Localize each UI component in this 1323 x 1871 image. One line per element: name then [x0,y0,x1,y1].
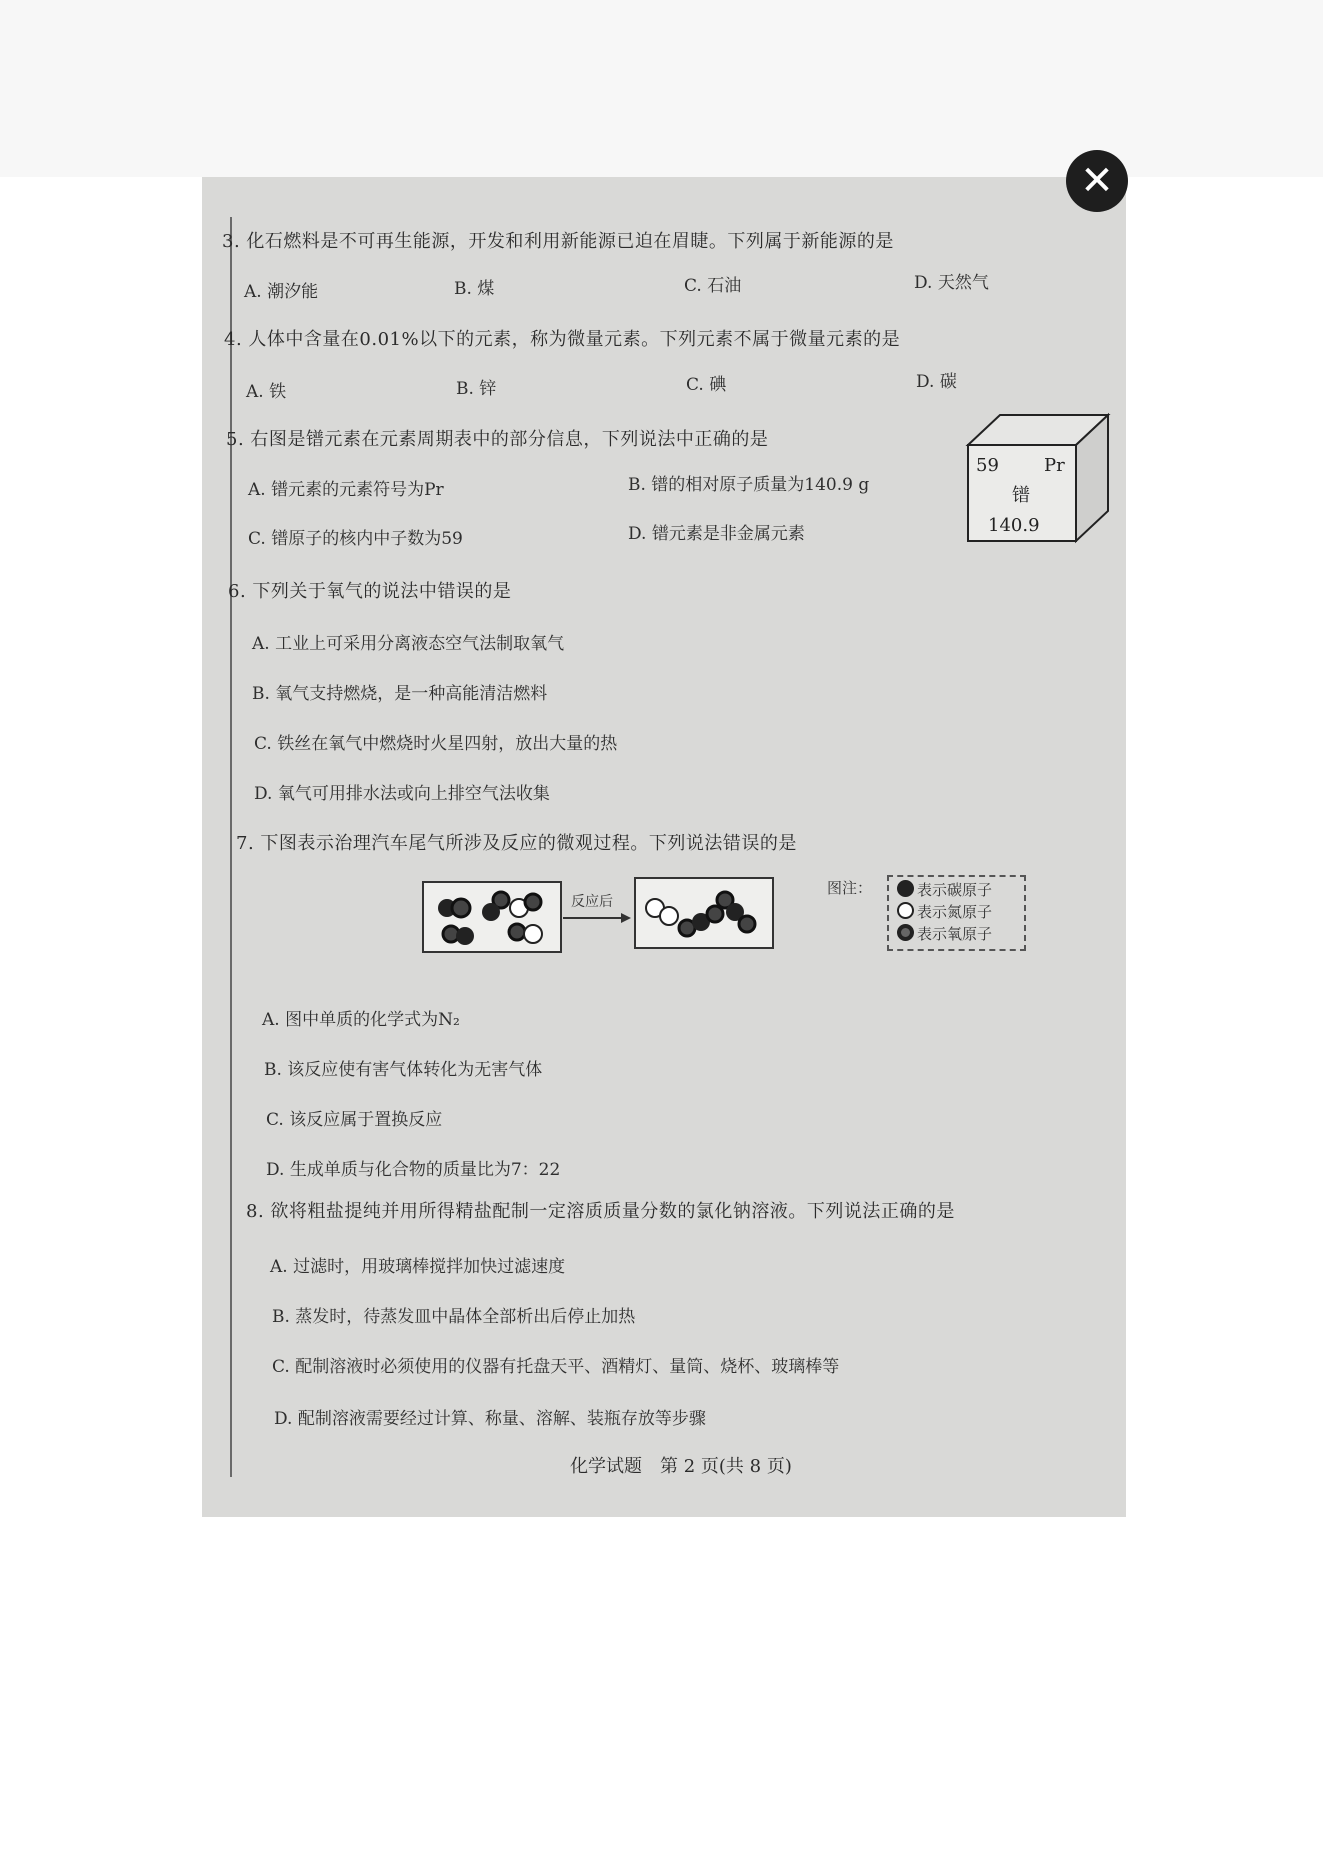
page-margin-line [230,217,232,1477]
viewer-top-bar [0,0,1323,177]
q5-option-b: B. 镨的相对原子质量为140.9 g [628,475,870,495]
q6-option-d: D. 氧气可用排水法或向上排空气法收集 [254,784,550,804]
q7-option-a: A. 图中单质的化学式为N₂ [262,1010,460,1030]
oxygen-atom-icon [897,924,914,941]
q4-option-d: D. 碳 [916,372,957,392]
q4-option-a: A. 铁 [246,382,287,402]
q3-option-d: D. 天然气 [914,273,989,293]
element-symbol: Pr [1044,455,1065,476]
reaction-scheme-diagram [417,872,817,962]
q8-option-d: D. 配制溶液需要经过计算、称量、溶解、装瓶存放等步骤 [274,1409,706,1429]
q6-option-c: C. 铁丝在氧气中燃烧时火星四射，放出大量的热 [254,734,618,754]
legend-row-oxygen: 表示氧原子 [897,923,992,944]
q8-option-c: C. 配制溶液时必须使用的仪器有托盘天平、酒精灯、量筒、烧杯、玻璃棒等 [272,1357,840,1377]
q8-option-b: B. 蒸发时，待蒸发皿中晶体全部析出后停止加热 [272,1307,636,1327]
legend-title: 图注： [827,879,873,897]
q6-option-b: B. 氧气支持燃烧，是一种高能清洁燃料 [252,684,548,704]
atomic-number: 59 [976,455,999,476]
q5-option-d: D. 镨元素是非金属元素 [628,524,805,544]
close-button[interactable] [1066,150,1128,212]
q7-option-b: B. 该反应使有害气体转化为无害气体 [264,1060,543,1080]
q5-option-a: A. 镨元素的元素符号为Pr [248,480,444,500]
q3-option-b: B. 煤 [454,279,495,299]
q8-option-a: A. 过滤时，用玻璃棒搅拌加快过滤速度 [270,1257,566,1277]
reaction-legend [827,877,993,943]
question-6-stem: 6. 下列关于氧气的说法中错误的是 [228,581,512,602]
q7-option-d: D. 生成单质与化合物的质量比为7：22 [266,1160,561,1180]
page-footer: 化学试题 第 2 页(共 8 页) [570,1456,792,1477]
atomic-mass: 140.9 [988,515,1040,536]
scheme-arrow-label: 反应后 [571,894,613,910]
q3-option-a: A. 潮汐能 [244,282,319,302]
q3-option-c: C. 石油 [684,276,742,296]
q7-option-c: C. 该反应属于置换反应 [266,1110,443,1130]
question-5-stem: 5. 右图是镨元素在元素周期表中的部分信息，下列说法中正确的是 [226,429,769,450]
question-4-stem: 4. 人体中含量在0.01%以下的元素，称为微量元素。下列元素不属于微量元素的是 [224,329,901,350]
nitrogen-atom-icon [897,902,914,919]
question-7-stem: 7. 下图表示治理汽车尾气所涉及反应的微观过程。下列说法错误的是 [236,833,797,854]
legend-row-carbon: 表示碳原子 [897,879,992,900]
exam-page-photo [202,177,1126,1517]
question-8-stem: 8. 欲将粗盐提纯并用所得精盐配制一定溶质质量分数的氯化钠溶液。下列说法正确的是 [246,1201,955,1222]
question-3-stem: 3. 化石燃料是不可再生能源，开发和利用新能源已迫在眉睫。下列属于新能源的是 [222,231,894,252]
q6-option-a: A. 工业上可采用分离液态空气法制取氧气 [252,634,565,654]
element-name: 镨 [1012,485,1030,506]
close-icon: ✕ [1080,158,1114,204]
q4-option-b: B. 锌 [456,379,497,399]
carbon-atom-icon [897,880,914,897]
q4-option-c: C. 碘 [686,375,727,395]
q5-option-c: C. 镨原子的核内中子数为59 [248,529,463,549]
praseodymium-element-tile [962,407,1112,547]
legend-row-nitrogen: 表示氮原子 [897,901,992,922]
